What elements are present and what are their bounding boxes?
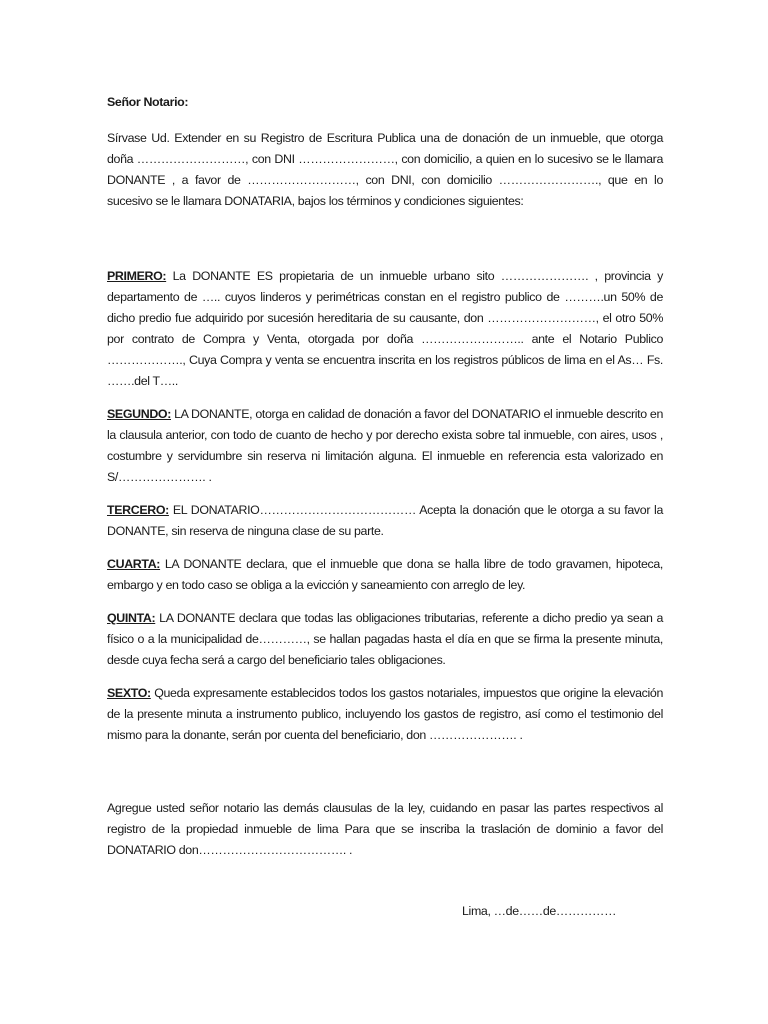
clause-heading: PRIMERO: (107, 269, 167, 283)
salutation: Señor Notario: (107, 95, 189, 109)
intro-paragraph: Sírvase Ud. Extender en su Registro de Escritura Publica una de donación de un inmueble, que otorga doña ………………………, con DNI ……………………, con domicilio, a quien en lo sucesivo se le llamara DONANTE , a favor de ………………………, con DNI, con domicilio ……………………., que en lo sucesivo se le llamara DONATARIA, bajos los términos y condiciones siguientes: (107, 131, 663, 208)
clause-primero (107, 266, 663, 392)
clause-body: LA DONANTE declara, que el inmueble que dona se halla libre de todo gravamen, hipoteca, embargo y en todo caso se obliga a la evicción y saneamiento con arreglo de ley. (107, 557, 663, 592)
clause-body: LA DONANTE declara que todas las obligaciones tributarias, referente a dicho predio ya sean a físico o a la municipalidad de…………, se hallan pagadas hasta el día en que se firma la presente minuta, desde cuya fecha será a cargo del beneficiario tales obligaciones. (107, 611, 663, 667)
clause-body: La DONANTE ES propietaria de un inmueble urbano sito …………………. , provincia y departamento de ….. cuyos linderos y perimétricas constan en el registro publico de ……….un 50% de dicho predio fue adquirido por sucesión hereditaria de su causante, don ………………………, el otro 50% por contrato de Compra y Venta, otorgada por doña …………………….. ante el Notario Publico ………………., Cuya Compra y venta se encuentra inscrita en los registros públicos de lima en el As… Fs. …….del T….. (107, 269, 663, 388)
clause-heading: QUINTA: (107, 611, 156, 625)
clause-sexto (107, 683, 663, 746)
clause-heading: CUARTA: (107, 557, 161, 571)
clause-cuarta (107, 554, 663, 596)
clause-body: EL DONATARIO………………………………… Acepta la donación que le otorga a su favor la DONANTE, sin reserva de ninguna clase de su parte. (107, 503, 663, 538)
clause-body: Queda expresamente establecidos todos los gastos notariales, impuestos que origine la elevación de la presente minuta a instrumento publico, incluyendo los gastos de registro, así como el testimonio del mismo para la donante, serán por cuenta del beneficiario, don …………………. . (107, 686, 663, 742)
clause-heading: SEXTO: (107, 686, 151, 700)
place-date-line: Lima, …de……de…………… (462, 904, 617, 918)
clause-body: LA DONANTE, otorga en calidad de donación a favor del DONATARIO el inmueble descrito en la clausula anterior, con todo de cuanto de hecho y por derecho exista sobre tal inmueble, con aires, usos , costumbre y servidumbre sin reserva ni limitación alguna. El inmueble en referencia esta valorizado en S/…………………. . (107, 407, 663, 484)
clause-heading: TERCERO: (107, 503, 169, 517)
clause-quinta (107, 608, 663, 671)
clause-heading: SEGUNDO: (107, 407, 171, 421)
closing-paragraph: Agregue usted señor notario las demás clausulas de la ley, cuidando en pasar las partes respectivos al registro de la propiedad inmueble de lima Para que se inscriba la traslación de dominio a favor del DONATARIO don………………………………. . (107, 801, 663, 857)
clause-segundo (107, 404, 663, 488)
clause-tercero (107, 500, 663, 542)
